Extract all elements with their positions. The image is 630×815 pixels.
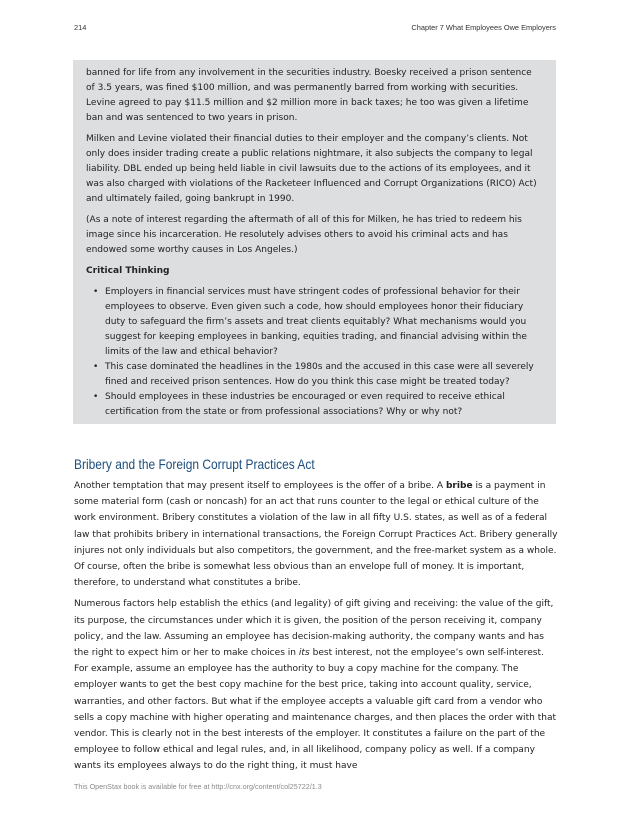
bullet: • <box>93 362 99 372</box>
page-footer: This OpenStax book is available for free at http://cnx.org/content/col25722/1.3 <box>74 782 322 791</box>
bullet: • <box>93 392 99 402</box>
case-paragraph-3: (As a note of interest regarding the aftermath of all of this for Milken, he has tried to redeem his image since his incarceration. He resolutely advises others to avoid his criminal acts and has endowed some worthy causes in Los Angeles.) <box>86 215 522 255</box>
chapter-title: Chapter 7 What Employees Owe Employers <box>411 23 556 32</box>
bullet: • <box>93 287 99 297</box>
question-text: This case dominated the headlines in the 1980s and the accused in this case were all severely fined and received prison sentences. How do you think this case might be treated today? <box>105 362 534 387</box>
key-term-bribe: bribe <box>445 481 473 491</box>
section-heading: Bribery and the Foreign Corrupt Practices Act <box>74 457 315 472</box>
text-run: Another temptation that may present itself to employees is the offer of a bribe. A <box>74 481 446 491</box>
text-run: is a payment in some material form (cash or noncash) for an act that runs counter to the legal or ethical culture of the work environment. Bribery constitutes a violation of the law in all fifty U.S. states, as well as of a federal law that prohibits bribery in international transactions, the Foreign Corrupt Practices Act. Bribery generally injures not only individuals but also competitors, the government, and the free-market system as a whole. Of course, often the bribe is somewhat less obvious than an envelope full of money. It is important, therefore, to understand what constitutes a bribe. <box>74 481 558 589</box>
emphasis: its <box>298 648 310 659</box>
text-run: best interest, not the employee’s own self-interest. For example, assume an employee has the authority to buy a copy machine for the company. The employer wants to get the best copy machine for the best price, taking into account quality, service, warranties, and other factors. But what if the employee accepts a valuable gift card from a vendor who sells a copy machine with higher operating and maintenance charges, and then places the order with that vendor. This is clearly not in the best interests of the employer. It constitutes a failure on the part of the employee to follow ethical and legal rules, and, in all likelihood, company policy as well. If a company wants its employees always to do the right thing, it must have <box>74 648 557 772</box>
text-run: Numerous factors help establish the ethics (and legality) of gift giving and receiving: the value of the gift, its purpose, the circumstances under which it is given, the position of the person receiving it, company policy, and the law. Assuming an employee has decision-making authority, the company wants and has the right to expect him or her to make choices in <box>74 599 554 659</box>
question-text: Should employees in these industries be encouraged or even required to receive ethical certification from the state or from professional associations? Why or why not? <box>105 392 505 417</box>
question-text: Employers in financial services must have stringent codes of professional behavior for their employees to observe. Even given such a code, how should employees honor their fiduciary duty to safeguard the firm’s assets and treat clients equitably? What mechanisms would you suggest for keeping employees in banking, equities trading, and financial advising within the limits of the law and ethical behavior? <box>105 287 527 357</box>
critical-thinking-list <box>86 285 543 420</box>
list-item <box>86 390 543 420</box>
page-number: 214 <box>74 23 87 32</box>
list-item <box>86 360 543 390</box>
body-paragraph-2 <box>74 596 558 774</box>
section-body <box>74 478 558 780</box>
case-paragraph-2: Milken and Levine violated their financial duties to their employer and the company’s clients. Not only does insider trading create a public relations nightmare, it also subjects the company to legal liability. DBL ended up being held liable in civil lawsuits due to the actions of its employees, and it was also charged with violations of the Racketeer Influenced and Corrupt Organizations (RICO) Act) and ultimately failed, going bankrupt in 1990. <box>86 134 537 204</box>
case-study-box <box>73 60 556 424</box>
list-item <box>86 285 543 360</box>
case-paragraph-1: banned for life from any involvement in the securities industry. Boesky received a prison sentence of 3.5 years, was fined $100 million, and was permanently barred from working with securities. Levine agreed to pay $11.5 million and $2 million more in back taxes; he too was given a lifetime ban and was sentenced to two years in prison. <box>86 68 532 123</box>
critical-thinking-heading: Critical Thinking <box>86 266 170 276</box>
body-paragraph-1 <box>74 478 558 591</box>
